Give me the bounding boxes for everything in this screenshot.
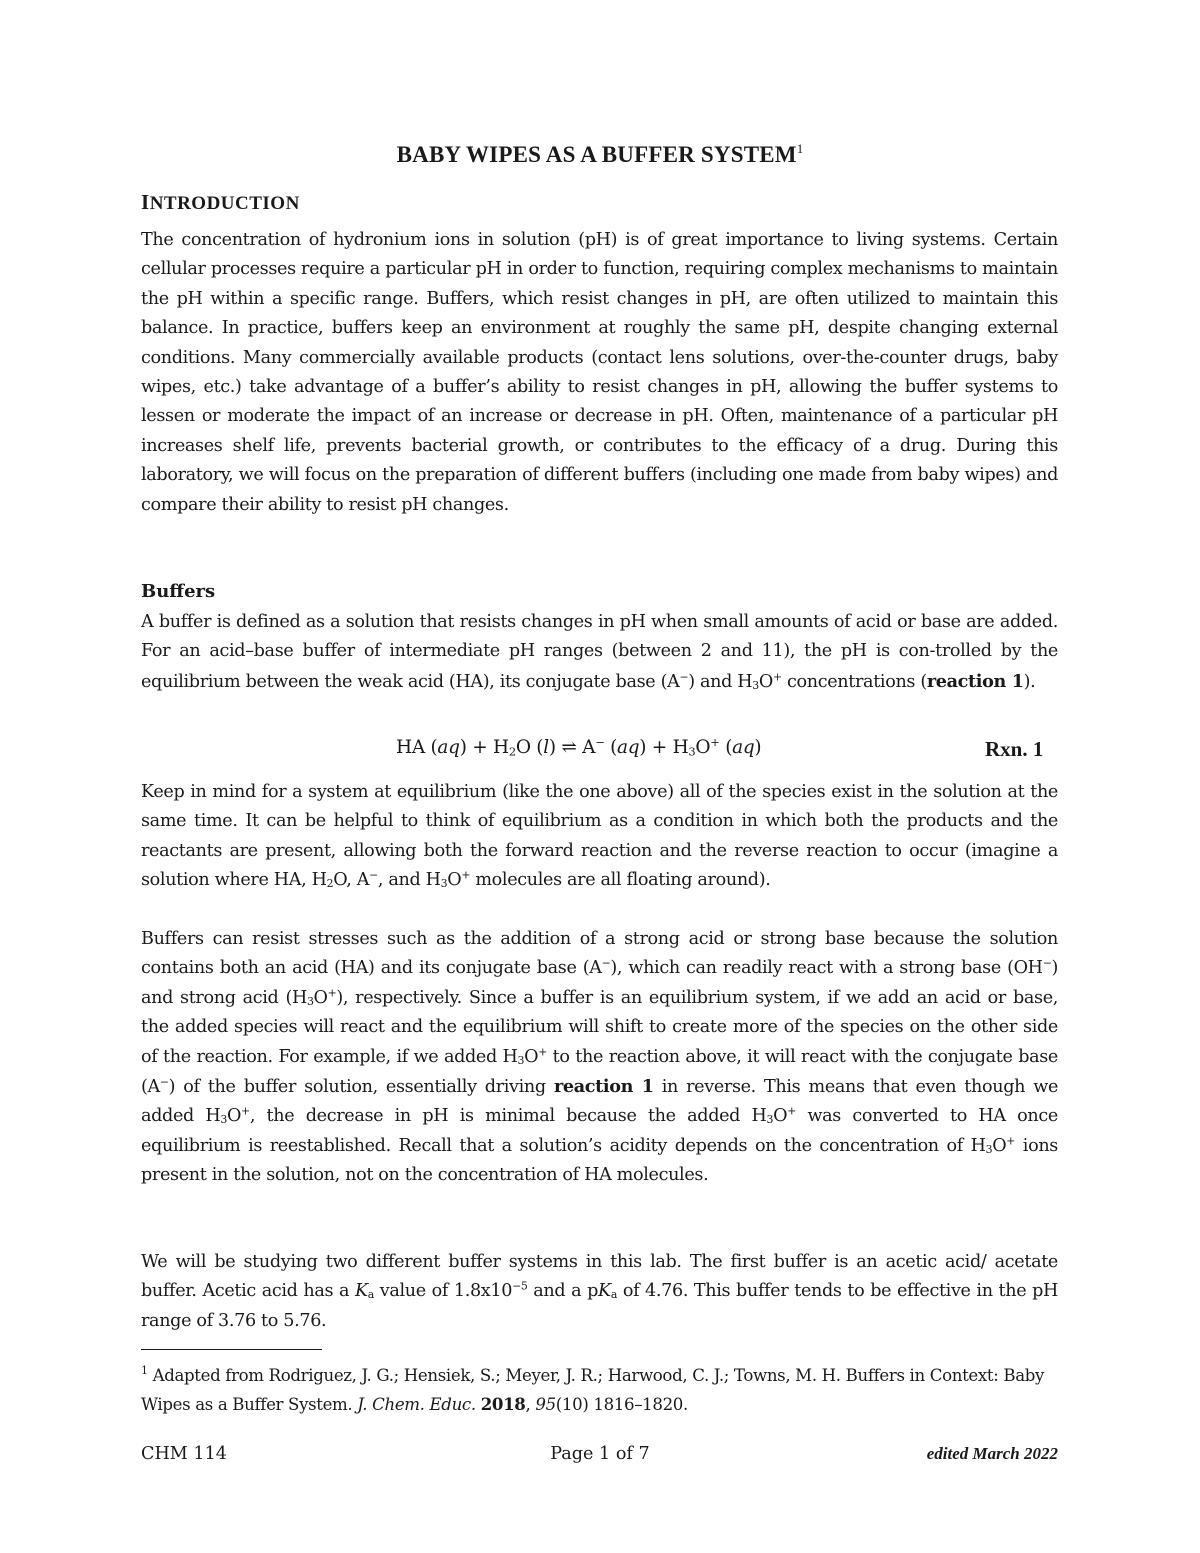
title-footnote-mark: 1 (796, 141, 804, 156)
reaction-1-equation: HA $(aq) + H_2O$ (l) ⇌ A− $(aq) + H_3O^+$ (aq) (396, 735, 762, 759)
equilibrium-arrow-icon: ⇌ (555, 737, 583, 758)
reaction-label: Rxn. 1 (985, 737, 1044, 761)
footer-course: CHM 114 (141, 1444, 227, 1464)
introduction-paragraph: The concentration of hydronium ions in solution (pH) is of great importance to living systems. Certain cellular processes require a particular pH in order to function, requiring complex mechanisms to maintain the pH within a specific range. Buffers, which resist changes in pH, are often utilized to maintain this balance. In practice, buffers keep an environment at roughly the same pH, despite changing external conditions. Many commercially available products (contact lens solutions, over-the-counter drugs, baby wipes, etc.) take advantage of a buffer’s ability to resist changes in pH, allowing the buffer systems to lessen or moderate the impact of an increase or decrease in pH. Often, maintenance of a particular pH increases shelf life, prevents bacterial growth, or contributes to the efficacy of a drug. During this laboratory, we will focus on the preparation of different buffers (including one made from baby wipes) and compare their ability to resist pH changes. (141, 230, 1058, 515)
equilibrium-paragraph: Keep in mind for a system at equilibrium (like the one above) all of the species exist in the solution at the same time. It can be helpful to think of equilibrium as a condition in which both the products and the reactants are present, allowing both the forward reaction and the reverse reaction to occur (imagine a solution where HA, $H_2O$, A−, and $H_3O^+$ molecules are all floating around). (141, 782, 1058, 891)
document-title: BABY WIPES AS A BUFFER SYSTEM$^1$ (396, 141, 804, 167)
footnote: $^1$ Adapted from Rodriguez, J. G.; Hensiek, S.; Meyer, J. R.; Harwood, C. J.; Towns, M. H. Buffers in Context: Baby Wipes as a Buffer System. J. Chem. Educ. 2018, 95(10) 1816–1820. (141, 1364, 1045, 1414)
acetic-acid-paragraph: We will be studying two different buffer systems in this lab. The first buffer is an acetic acid/ acetate buffer. Acetic acid has a $K_a$ value of $1.8x10^{-5}$ and a $pK_a$ of 4.76. This buffer tends to be effective in the pH range of 3.76 to 5.76. (141, 1252, 1059, 1331)
footer-edited-date: edited March 2022 (926, 1444, 1058, 1463)
buffer-stress-paragraph: Buffers can resist stresses such as the addition of a strong acid or strong base because the solution contains both an acid (HA) and its conjugate base (A−), which can readily react with a strong base (OH−) and strong acid $(H_3O^+)$, respectively. Since a buffer is an equilibrium system, if we add an acid or base, the added species will react and the equilibrium will shift to create more of the species on the other side of the reaction. For example, if we added $H_3O^+$ to the reaction above, it will react with the conjugate base (A−) of the buffer solution, essentially driving reaction 1 in reverse. This means that even though we added $H_3O^+$, the decrease in pH is minimal because the added $H_3O^+$ was converted to HA once equilibrium is reestablished. Recall that a solution’s acidity depends on the concentration of $H_3O^+$ ions present in the solution, not on the concentration of HA molecules. (141, 929, 1059, 1186)
buffers-paragraph: A buffer is defined as a solution that resists changes in pH when small amounts of acid or base are added. For an acid–base buffer of intermediate pH ranges (between 2 and 11), the pH is con-trolled by the equilibrium between the weak acid (HA), its conjugate base (A−) and $H_3O^+$ concentrations (reaction 1). (141, 612, 1058, 692)
footnote-divider (141, 1349, 322, 1350)
buffers-heading: Buffers (141, 581, 216, 602)
footer-page-number: Page 1 of 7 (550, 1444, 650, 1464)
section-heading-introduction: INTRODUCTION (141, 190, 300, 214)
